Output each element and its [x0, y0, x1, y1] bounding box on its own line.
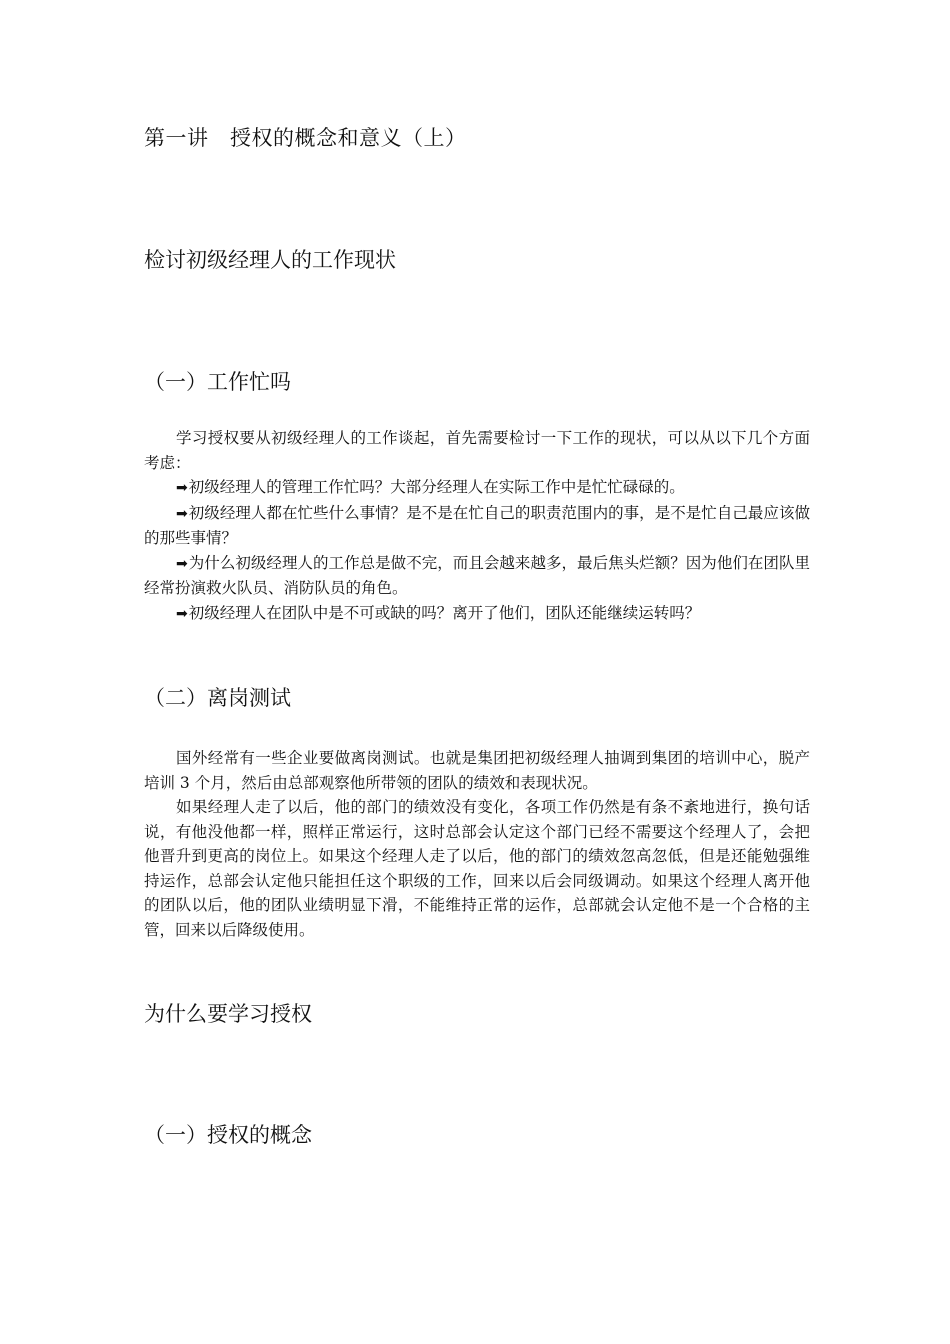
right-arrow-icon: ➡	[176, 480, 188, 496]
subsection-heading-concept: （一）授权的概念	[144, 1123, 312, 1147]
section-heading-work-status: 检讨初级经理人的工作现状	[144, 248, 396, 272]
body-paragraph: 国外经常有一些企业要做离岗测试。也就是集团把初级经理人抽调到集团的培训中心，脱产培训 3 个月，然后由总部观察他所带领的团队的绩效和表现状况。	[144, 749, 810, 792]
bullet-item	[144, 601, 810, 627]
bullet-item	[144, 475, 810, 501]
leave-test-body	[144, 746, 810, 942]
bullet-item	[144, 501, 810, 551]
subsection-heading-busy: （一）工作忙吗	[144, 370, 291, 394]
bullet-text: 初级经理人的管理工作忙吗？大部分经理人在实际工作中是忙忙碌碌的。	[188, 478, 685, 496]
bullet-text: 初级经理人在团队中是不可或缺的吗？离开了他们，团队还能继续运转吗？	[188, 603, 701, 622]
right-arrow-icon: ➡	[176, 505, 188, 522]
body-paragraph: 如果经理人走了以后，他的部门的绩效没有变化，各项工作仍然是有条不紊地进行，换句话说，有他没他都一样，照样正常运行，这时总部会认定这个部门已经不需要这个经理人了，会把他晋升到更高的岗位上。如果这个经理人走了以后，他的部门的绩效忽高忽低，但是还能勉强维持运作，总部会认定他只能担任这个职级的工作，回来以后会同级调动。如果这个经理人离开他的团队以后，他的团队业绩明显下滑，不能维持正常的运作，总部就会认定他不是一个合格的主管，回来以后降级使用。	[144, 798, 810, 939]
section-heading-why-authorize: 为什么要学习授权	[144, 1002, 312, 1026]
subsection-heading-leave-test: （二）离岗测试	[144, 686, 291, 710]
busy-section-body	[144, 426, 810, 626]
page-title: 第一讲 授权的概念和意义（上）	[144, 126, 467, 150]
intro-paragraph: 学习授权要从初级经理人的工作谈起，首先需要检讨一下工作的现状，可以从以下几个方面考虑：	[144, 429, 810, 472]
right-arrow-icon: ➡	[176, 555, 188, 572]
bullet-text: 为什么初级经理人的工作总是做不完，而且会越来越多，最后焦头烂额？因为他们在团队里经常扮演救火队员、消防队员的角色。	[144, 553, 810, 597]
right-arrow-icon: ➡	[176, 605, 188, 622]
bullet-item	[144, 551, 810, 601]
bullet-text: 初级经理人都在忙些什么事情？是不是在忙自己的职责范围内的事，是不是忙自己最应该做的那些事情？	[144, 503, 810, 547]
